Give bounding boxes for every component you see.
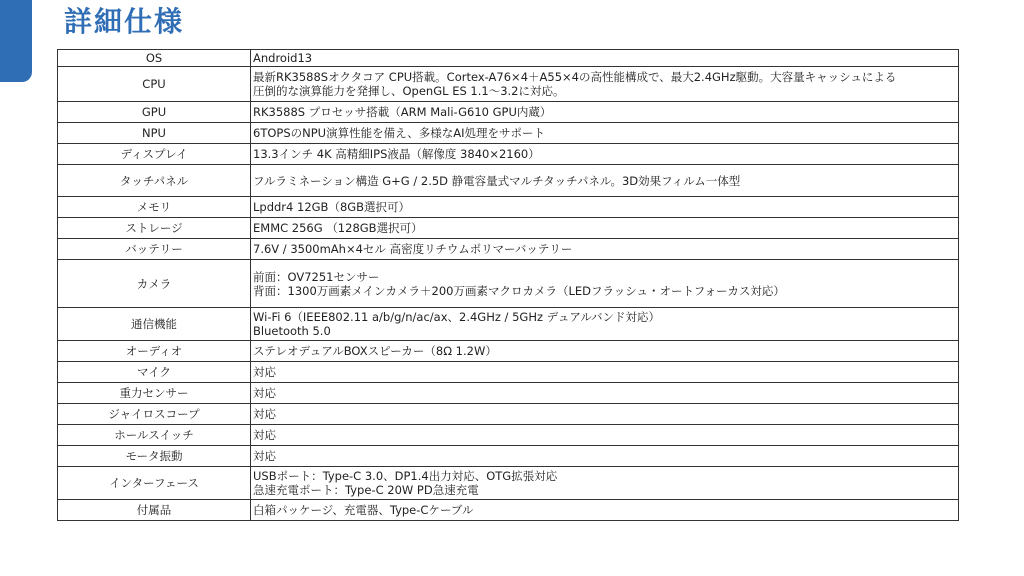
spec-value-line: 対応: [253, 428, 276, 442]
spec-row: [58, 102, 959, 123]
spec-label: オーディオ: [58, 341, 251, 362]
spec-label: バッテリー: [58, 239, 251, 260]
spec-row: [58, 308, 959, 341]
spec-value-line: Lpddr4 12GB（8GB選択可）: [253, 200, 411, 214]
spec-value: [251, 500, 959, 521]
spec-label: カメラ: [58, 260, 251, 308]
spec-value: [251, 425, 959, 446]
spec-label: モータ振動: [58, 446, 251, 467]
spec-label: OS: [58, 50, 251, 67]
spec-label: タッチパネル: [58, 165, 251, 197]
spec-row: [58, 260, 959, 308]
page-title: 詳細仕様: [64, 5, 185, 38]
spec-value: [251, 341, 959, 362]
spec-value-line: 圧倒的な演算能力を発揮し、OpenGL ES 1.1～3.2に対応。: [253, 84, 565, 98]
spec-label: GPU: [58, 102, 251, 123]
spec-row: [58, 467, 959, 500]
spec-label: メモリ: [58, 197, 251, 218]
spec-row: [58, 67, 959, 102]
spec-row: [58, 425, 959, 446]
spec-row: [58, 123, 959, 144]
spec-value-line: Wi-Fi 6（IEEE802.11 a/b/g/n/ac/ax、2.4GHz / 5GHz デュアルバンド対応）: [253, 310, 661, 324]
spec-value: [251, 123, 959, 144]
spec-value: [251, 144, 959, 165]
spec-row: [58, 218, 959, 239]
spec-value-line: 13.3インチ 4K 高精細IPS液晶（解像度 3840×2160）: [253, 147, 540, 161]
spec-row: [58, 341, 959, 362]
spec-label: インターフェース: [58, 467, 251, 500]
spec-value: [251, 260, 959, 308]
spec-value: [251, 383, 959, 404]
spec-value-line: EMMC 256G （128GB選択可）: [253, 221, 423, 235]
spec-label: CPU: [58, 67, 251, 102]
spec-value-line: Android13: [253, 51, 313, 65]
spec-value: [251, 308, 959, 341]
spec-value: [251, 102, 959, 123]
spec-row: [58, 446, 959, 467]
spec-value: [251, 446, 959, 467]
spec-row: [58, 500, 959, 521]
spec-value-line: 対応: [253, 407, 276, 421]
spec-value-line: 7.6V / 3500mAh×4セル 高密度リチウムポリマーバッテリー: [253, 242, 573, 256]
spec-label: ディスプレイ: [58, 144, 251, 165]
spec-table-body: [58, 50, 959, 521]
spec-label: マイク: [58, 362, 251, 383]
spec-value: [251, 467, 959, 500]
spec-value-line: RK3588S プロセッサ搭載（ARM Mali-G610 GPU内蔵）: [253, 105, 552, 119]
spec-label: ストレージ: [58, 218, 251, 239]
spec-row: [58, 144, 959, 165]
spec-value-line: USBポート：Type-C 3.0、DP1.4出力対応、OTG拡張対応: [253, 469, 558, 483]
spec-label: 重力センサー: [58, 383, 251, 404]
spec-value: [251, 50, 959, 67]
spec-label: ジャイロスコープ: [58, 404, 251, 425]
spec-row: [58, 383, 959, 404]
spec-row: [58, 50, 959, 67]
spec-value: [251, 218, 959, 239]
spec-value-line: フルラミネーション構造 G+G / 2.5D 静電容量式マルチタッチパネル。3D効果フィルム一体型: [253, 173, 741, 188]
spec-value: [251, 362, 959, 383]
accent-bar: [0, 0, 32, 82]
spec-value-line: 対応: [253, 386, 276, 400]
spec-value-line: 前面：OV7251センサー: [253, 269, 380, 284]
spec-label: 付属品: [58, 500, 251, 521]
spec-value-line: 背面：1300万画素メインカメラ＋200万画素マクロカメラ（LEDフラッシュ・オートフォーカス対応）: [253, 283, 785, 298]
spec-value-line: 白箱パッケージ、充電器、Type-Cケーブル: [253, 503, 474, 517]
spec-value-line: 6TOPSのNPU演算性能を備え、多様なAI処理をサポート: [253, 126, 546, 140]
spec-value: [251, 165, 959, 197]
spec-value-line: 急速充電ポート：Type-C 20W PD急速充電: [253, 483, 479, 497]
spec-value: [251, 197, 959, 218]
spec-table: [57, 49, 959, 521]
spec-row: [58, 404, 959, 425]
spec-label: 通信機能: [58, 308, 251, 341]
spec-value: [251, 239, 959, 260]
spec-value: [251, 404, 959, 425]
spec-row: [58, 362, 959, 383]
spec-label: NPU: [58, 123, 251, 144]
spec-value-line: Bluetooth 5.0: [253, 324, 331, 338]
spec-value-line: 最新RK3588Sオクタコア CPU搭載。Cortex-A76×4＋A55×4の高性能構成で、最大2.4GHz駆動。大容量キャッシュによる: [253, 70, 897, 84]
spec-label: ホールスイッチ: [58, 425, 251, 446]
spec-value-line: ステレオデュアルBOXスピーカー（8Ω 1.2W）: [253, 344, 497, 358]
spec-row: [58, 197, 959, 218]
spec-value-line: 対応: [253, 449, 276, 463]
spec-row: [58, 239, 959, 260]
spec-value-line: 対応: [253, 365, 276, 379]
spec-row: [58, 165, 959, 197]
spec-value: [251, 67, 959, 102]
